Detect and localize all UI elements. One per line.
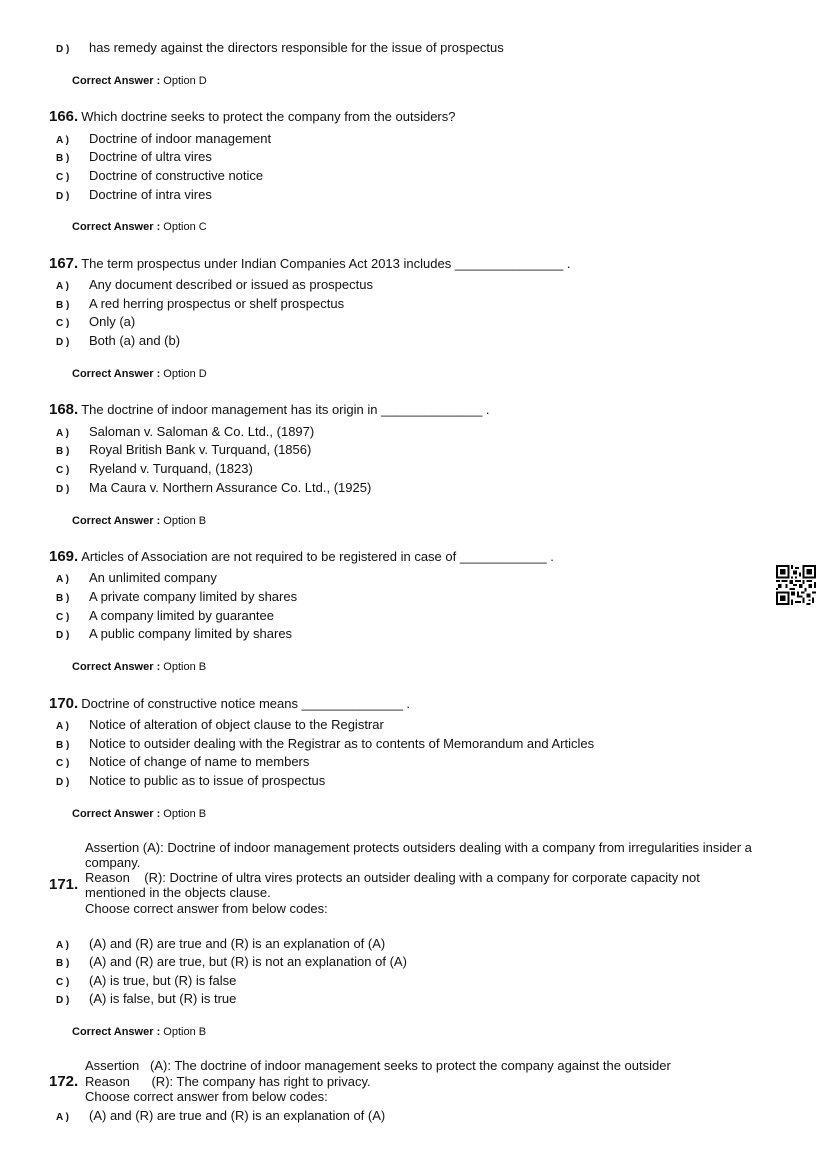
qr-code-icon [776,565,816,605]
answer-label: Correct Answer : [72,368,161,380]
question-line: mentioned in the objects clause. [85,885,271,900]
option-text: (A) and (R) are true and (R) is an explanation of (A) [89,936,386,951]
question-number: 170. [49,695,79,712]
question-number: 171. [49,876,79,893]
option-text: Notice to outsider dealing with the Registrar as to contents of Memorandum and Articles [89,736,595,751]
option-text: Doctrine of constructive notice [89,168,264,183]
option-letter: A ) [56,135,69,146]
correct-answer [72,661,206,673]
question-text: Doctrine of constructive notice means ______________ . [81,696,411,711]
question-166 [49,108,456,126]
option-letter: B ) [56,446,70,457]
option-letter: C ) [56,465,70,476]
option-letter: C ) [56,318,70,329]
option-letter: D ) [56,191,70,202]
option-text: Notice to public as to issue of prospectus [89,773,326,788]
answer-value: Option C [163,221,207,233]
option-letter: A ) [56,574,69,585]
option-letter: A ) [56,281,69,292]
option-letter: D ) [56,995,70,1006]
option-letter: B ) [56,740,70,751]
option-text: Only (a) [89,314,136,329]
option-text: has remedy against the directors responsible for the issue of prospectus [89,40,504,55]
answer-value: Option B [163,661,207,673]
option-text: Both (a) and (b) [89,333,181,348]
question-168 [49,401,490,419]
option-text: Any document described or issued as prospectus [89,277,373,292]
option-text: (A) is true, but (R) is false [89,973,237,988]
option-letter: B ) [56,300,70,311]
option-letter: B ) [56,593,70,604]
option-letter: C ) [56,172,70,183]
option-text: An unlimited company [89,570,217,585]
option-letter: B ) [56,153,70,164]
option-text: Doctrine of indoor management [89,131,272,146]
question-line: company. [85,855,141,870]
question-line: Reason (R): Doctrine of ultra vires protects an outsider dealing with a company for corporate capacity not [85,870,700,885]
option-text: (A) and (R) are true and (R) is an explanation of (A) [89,1108,386,1123]
option-text: Ma Caura v. Northern Assurance Co. Ltd., (1925) [89,480,372,495]
option-text: Ryeland v. Turquand, (1823) [89,461,253,476]
answer-label: Correct Answer : [72,808,161,820]
answer-label: Correct Answer : [72,1026,161,1038]
question-line: Assertion (A): Doctrine of indoor management protects outsiders dealing with a company from irregularities insider a [85,840,752,855]
option-letter: A ) [56,721,69,732]
option-letter: D ) [56,777,70,788]
question-number: 166. [49,108,79,125]
question-169 [49,548,554,566]
correct-answer [72,221,207,233]
question-line: Choose correct answer from below codes: [85,1089,328,1104]
option-text: A private company limited by shares [89,589,298,604]
question-number: 168. [49,401,79,418]
question-text: The term prospectus under Indian Companies Act 2013 includes _______________ . [81,256,571,271]
answer-label: Correct Answer : [72,75,161,87]
correct-answer [72,808,206,820]
option-text: A red herring prospectus or shelf prospectus [89,296,345,311]
option-letter: A ) [56,428,69,439]
correct-answer [72,1026,206,1038]
question-number: 172. [49,1073,79,1090]
answer-value: Option D [163,75,207,87]
option-text: A company limited by guarantee [89,608,274,623]
option-letter: C ) [56,977,70,988]
option-text: Saloman v. Saloman & Co. Ltd., (1897) [89,424,315,439]
option-letter: D ) [56,484,70,495]
question-line: Choose correct answer from below codes: [85,901,328,916]
answer-value: Option B [163,515,207,527]
question-167 [49,255,570,273]
option-text: A public company limited by shares [89,626,293,641]
option-letter: D ) [56,337,70,348]
correct-answer [72,368,207,380]
question-line: Assertion (A): The doctrine of indoor management seeks to protect the company against the outsider [85,1058,671,1073]
option-letter: B ) [56,958,70,969]
question-number: 169. [49,548,79,565]
answer-value: Option B [163,1026,207,1038]
option-letter: C ) [56,612,70,623]
option-letter: D ) [56,44,70,55]
correct-answer [72,515,206,527]
answer-value: Option D [163,368,207,380]
option-text: (A) is false, but (R) is true [89,991,237,1006]
option-text: Doctrine of intra vires [89,187,212,202]
option-letter: A ) [56,940,69,951]
question-text: The doctrine of indoor management has its origin in ______________ . [81,402,490,417]
answer-label: Correct Answer : [72,661,161,673]
question-text: Articles of Association are not required to be registered in case of ____________ . [81,549,554,564]
correct-answer [72,75,207,87]
option-text: Notice of alteration of object clause to the Registrar [89,717,384,732]
question-number: 167. [49,255,79,272]
option-text: Royal British Bank v. Turquand, (1856) [89,442,312,457]
option-text: Doctrine of ultra vires [89,149,212,164]
option-letter: C ) [56,758,70,769]
option-letter: A ) [56,1112,69,1123]
question-line: Reason (R): The company has right to privacy. [85,1074,371,1089]
answer-label: Correct Answer : [72,221,161,233]
option-text: Notice of change of name to members [89,754,310,769]
option-letter: D ) [56,630,70,641]
question-text: Which doctrine seeks to protect the company from the outsiders? [81,109,456,124]
option-text: (A) and (R) are true, but (R) is not an explanation of (A) [89,954,407,969]
answer-value: Option B [163,808,207,820]
question-170 [49,695,410,713]
answer-label: Correct Answer : [72,515,161,527]
